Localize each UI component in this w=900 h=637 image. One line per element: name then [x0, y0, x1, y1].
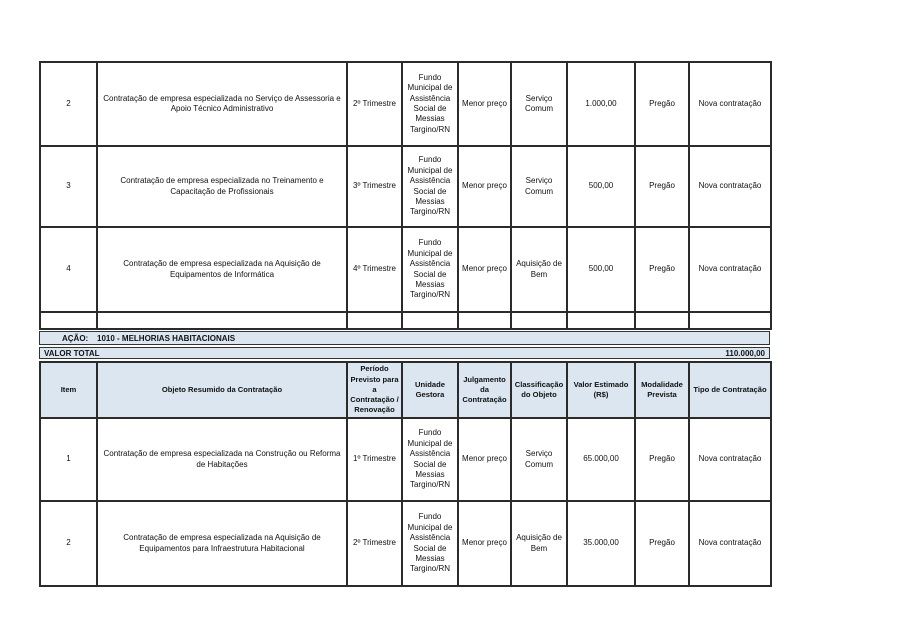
cell-unidade-gestora: Fundo Municipal de Assistência Social de Messias Targino/RN [402, 418, 458, 501]
acao-band [39, 331, 770, 345]
acao-label: AÇÃO: [62, 333, 89, 343]
header-valor-estimado: Valor Estimado (R$) [567, 362, 635, 418]
cell-modalidade: Pregão [635, 227, 689, 312]
cell-julgamento: Menor preço [458, 418, 511, 501]
cell-classificacao: Serviço Comum [511, 418, 567, 501]
header-modalidade: Modalidade Prevista [635, 362, 689, 418]
cell-julgamento: Menor preço [458, 62, 511, 146]
cell-periodo: 4º Trimestre [347, 227, 402, 312]
table-row [40, 146, 771, 227]
table-header-row [40, 362, 771, 418]
cell-objeto: Contratação de empresa especializada na Construção ou Reforma de Habitações [97, 418, 347, 501]
procurement-table-bottom [39, 361, 772, 587]
empty-cell [635, 312, 689, 329]
empty-cell [402, 312, 458, 329]
cell-valor-estimado: 35.000,00 [567, 501, 635, 586]
cell-unidade-gestora: Fundo Municipal de Assistência Social de Messias Targino/RN [402, 227, 458, 312]
cell-valor-estimado: 65.000,00 [567, 418, 635, 501]
cell-item: 4 [40, 227, 97, 312]
cell-tipo-contratacao: Nova contratação [689, 62, 771, 146]
valor-total-band [39, 347, 770, 359]
cell-modalidade: Pregão [635, 62, 689, 146]
cell-classificacao: Aquisição de Bem [511, 501, 567, 586]
cell-classificacao: Aquisição de Bem [511, 227, 567, 312]
acao-value: 1010 - MELHORIAS HABITACIONAIS [97, 333, 236, 343]
cell-julgamento: Menor preço [458, 227, 511, 312]
cell-modalidade: Pregão [635, 501, 689, 586]
valor-total-label: VALOR TOTAL [44, 348, 100, 358]
cell-periodo: 3º Trimestre [347, 146, 402, 227]
cell-tipo-contratacao: Nova contratação [689, 418, 771, 501]
empty-cell [40, 312, 97, 329]
cell-objeto: Contratação de empresa especializada na Aquisição de Equipamentos para Infraestrutura Habitacional [97, 501, 347, 586]
cell-unidade-gestora: Fundo Municipal de Assistência Social de Messias Targino/RN [402, 501, 458, 586]
document-page [39, 61, 770, 587]
empty-cell [567, 312, 635, 329]
cell-objeto: Contratação de empresa especializada no Treinamento e Capacitação de Profissionais [97, 146, 347, 227]
header-unidade-gestora: Unidade Gestora [402, 362, 458, 418]
cell-periodo: 2º Trimestre [347, 62, 402, 146]
header-classificacao: Classificação do Objeto [511, 362, 567, 418]
table-row [40, 62, 771, 146]
cell-julgamento: Menor preço [458, 501, 511, 586]
cell-unidade-gestora: Fundo Municipal de Assistência Social de Messias Targino/RN [402, 146, 458, 227]
cell-periodo: 2º Trimestre [347, 501, 402, 586]
procurement-table-top [39, 61, 772, 330]
empty-row [40, 312, 771, 329]
table-row [40, 418, 771, 501]
header-tipo-contratacao: Tipo de Contratação [689, 362, 771, 418]
cell-valor-estimado: 500,00 [567, 146, 635, 227]
cell-valor-estimado: 1.000,00 [567, 62, 635, 146]
cell-modalidade: Pregão [635, 418, 689, 501]
cell-item: 1 [40, 418, 97, 501]
table-row [40, 501, 771, 586]
empty-cell [511, 312, 567, 329]
cell-modalidade: Pregão [635, 146, 689, 227]
header-item: Item [40, 362, 97, 418]
cell-objeto: Contratação de empresa especializada no Serviço de Assessoria e Apoio Técnico Administrativo [97, 62, 347, 146]
cell-tipo-contratacao: Nova contratação [689, 501, 771, 586]
empty-cell [347, 312, 402, 329]
header-julgamento: Julgamento da Contratação [458, 362, 511, 418]
cell-classificacao: Serviço Comum [511, 62, 567, 146]
empty-cell [97, 312, 347, 329]
empty-cell [689, 312, 771, 329]
cell-julgamento: Menor preço [458, 146, 511, 227]
cell-unidade-gestora: Fundo Municipal de Assistência Social de Messias Targino/RN [402, 62, 458, 146]
cell-tipo-contratacao: Nova contratação [689, 146, 771, 227]
header-objeto: Objeto Resumido da Contratação [97, 362, 347, 418]
cell-valor-estimado: 500,00 [567, 227, 635, 312]
cell-item: 3 [40, 146, 97, 227]
table-row [40, 227, 771, 312]
cell-tipo-contratacao: Nova contratação [689, 227, 771, 312]
cell-periodo: 1º Trimestre [347, 418, 402, 501]
valor-total-value: 110.000,00 [725, 348, 765, 358]
cell-objeto: Contratação de empresa especializada na Aquisição de Equipamentos de Informática [97, 227, 347, 312]
empty-cell [458, 312, 511, 329]
cell-item: 2 [40, 62, 97, 146]
header-periodo: Período Previsto para a Contratação / Renovação [347, 362, 402, 418]
cell-item: 2 [40, 501, 97, 586]
cell-classificacao: Serviço Comum [511, 146, 567, 227]
